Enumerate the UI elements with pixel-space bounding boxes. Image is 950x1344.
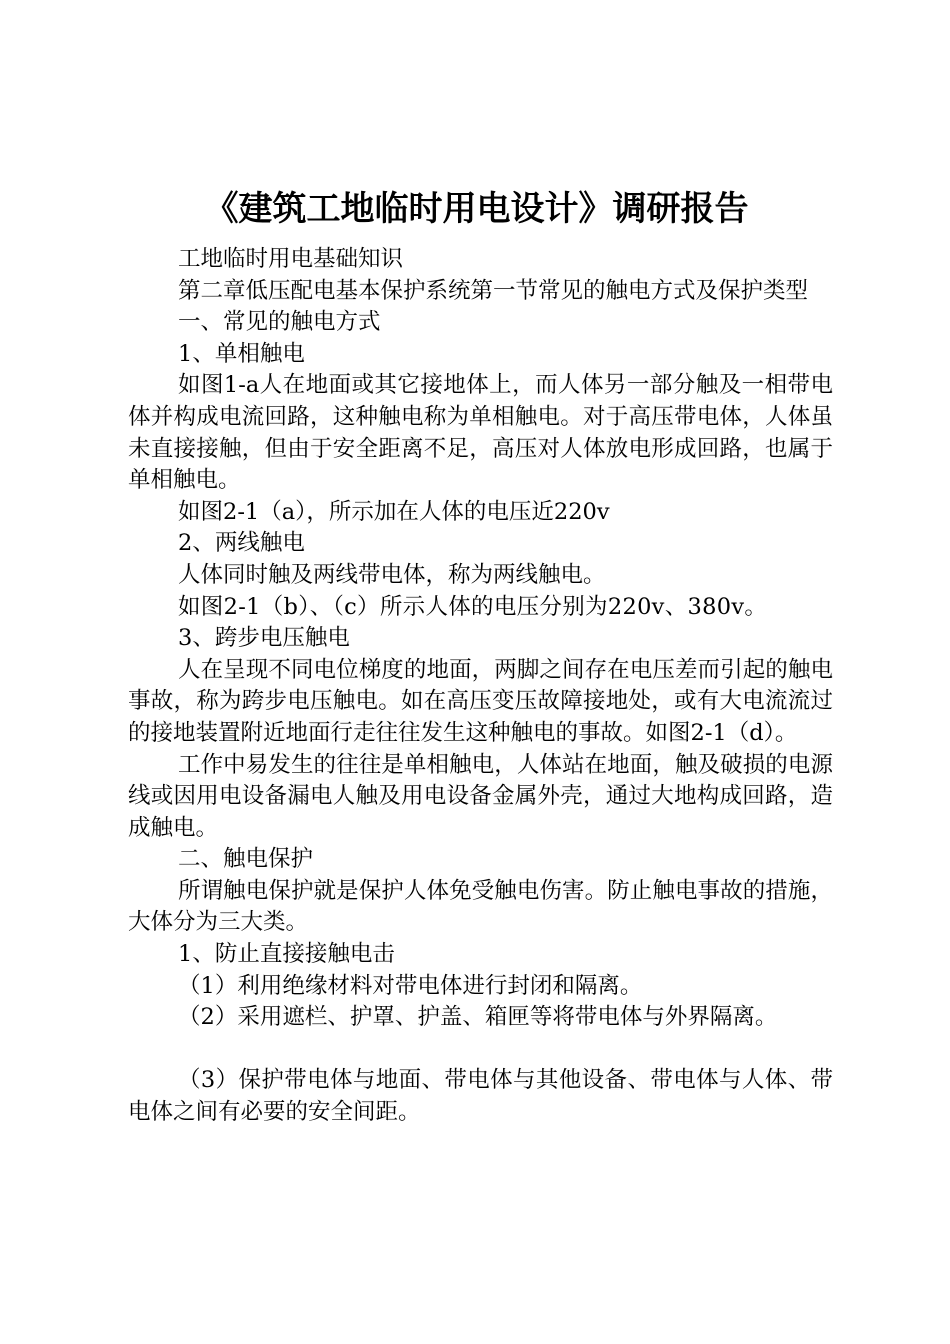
document-page bbox=[128, 182, 833, 1129]
list-item: （1）利用绝缘材料对带电体进行封闭和隔离。 bbox=[178, 972, 643, 999]
paragraph: 所谓触电保护就是保护人体免受触电伤害。防止触电事故的措施，大体分为三大类。 bbox=[128, 877, 833, 936]
subsection-heading: 3、跨步电压触电 bbox=[178, 625, 350, 652]
section-heading: 一、常见的触电方式 bbox=[178, 309, 381, 336]
paragraph: 如图1-a人在地面或其它接地体上，而人体另一部分触及一相带电体并构成电流回路，这种触电称为单相触电。对于高压带电体，人体虽未直接接触，但由于安全距离不足，高压对人体放电形成回路，也属于单相触电。 bbox=[128, 372, 833, 494]
paragraph: 如图2-1（b）、（c）所示人体的电压分别为220v、380v。 bbox=[178, 593, 768, 620]
paragraph: 工作中易发生的往往是单相触电，人体站在地面，触及破损的电源线或因用电设备漏电人触及用电设备金属外壳，通过大地构成回路，造成触电。 bbox=[128, 751, 833, 841]
subsection-heading: 1、单相触电 bbox=[178, 340, 305, 367]
document-title: 《建筑工地临时用电设计》调研报告 bbox=[204, 189, 749, 229]
paragraph: 工地临时用电基础知识 bbox=[178, 246, 404, 272]
paragraph: 第二章低压配电基本保护系统第一节常见的触电方式及保护类型 bbox=[178, 277, 809, 304]
subsection-heading: 2、两线触电 bbox=[178, 530, 305, 557]
subsection-heading: 1、防止直接接触电击 bbox=[178, 941, 395, 968]
paragraph: 如图2-1（a），所示加在人体的电压近220v bbox=[178, 498, 610, 525]
section-heading: 二、触电保护 bbox=[178, 846, 314, 873]
paragraph: 人在呈现不同电位梯度的地面，两脚之间存在电压差而引起的触电事故，称为跨步电压触电。如在高压变压故障接地处，或有大电流流过的接地装置附近地面行走往往发生这种触电的事故。如图2-1（d）。 bbox=[128, 656, 833, 746]
blank-line bbox=[128, 1034, 833, 1066]
paragraph: 人体同时触及两线带电体，称为两线触电。 bbox=[178, 561, 606, 588]
list-item: （2）采用遮栏、护罩、护盖、箱匣等将带电体与外界隔离。 bbox=[178, 1004, 778, 1031]
list-item: （3）保护带电体与地面、带电体与其他设备、带电体与人体、带电体之间有必要的安全间距。 bbox=[128, 1067, 833, 1126]
